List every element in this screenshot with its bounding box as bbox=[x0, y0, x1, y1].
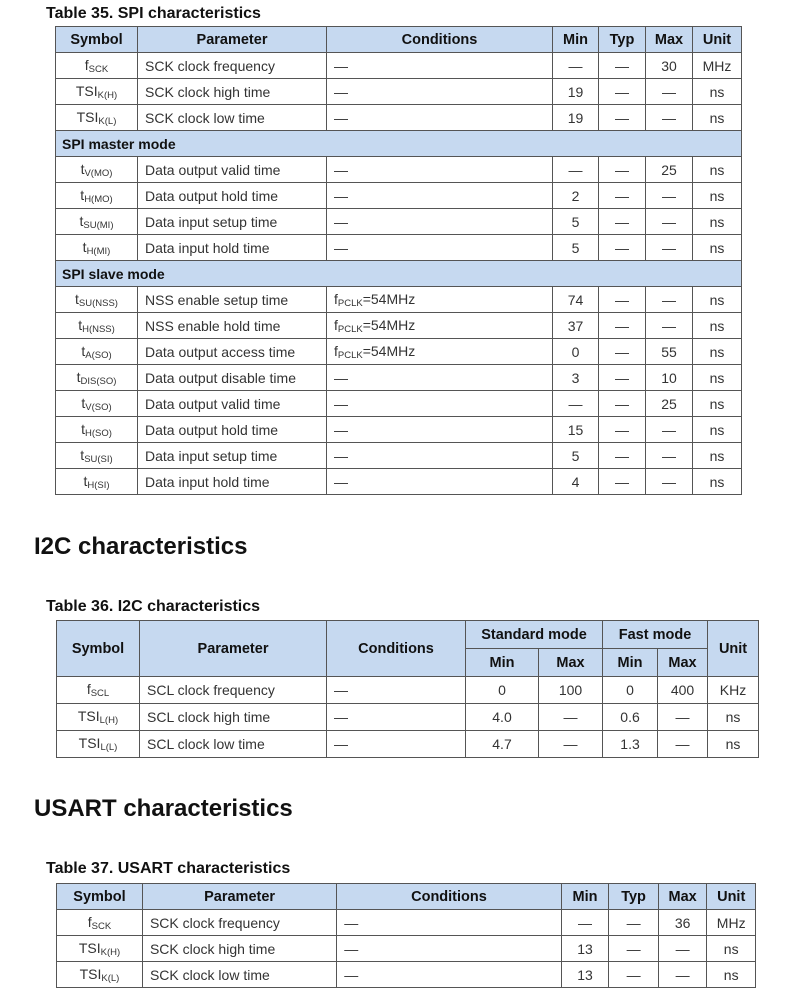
typ-cell: — bbox=[599, 313, 646, 339]
unit-cell: ns bbox=[693, 313, 742, 339]
typ-cell: — bbox=[599, 209, 646, 235]
table-row bbox=[56, 105, 742, 131]
usart-section-heading: USART characteristics bbox=[34, 795, 293, 822]
condition-value: — bbox=[344, 940, 359, 957]
table-row bbox=[57, 910, 756, 936]
header-min: Min bbox=[553, 27, 599, 53]
symbol-cell bbox=[56, 105, 138, 131]
header-standard-mode: Standard mode bbox=[466, 621, 603, 649]
header-unit: Unit bbox=[707, 884, 756, 910]
table-row bbox=[57, 704, 759, 731]
symbol-subscript: SU(NSS) bbox=[78, 297, 118, 309]
symbol-base: t bbox=[76, 368, 81, 385]
symbol-cell bbox=[56, 287, 138, 313]
header-standard-max: Max bbox=[539, 649, 603, 677]
typ-cell: — bbox=[599, 53, 646, 79]
symbol-subscript: H(MO) bbox=[84, 193, 113, 205]
header-fast-max: Max bbox=[658, 649, 708, 677]
typ-cell: — bbox=[609, 962, 659, 988]
condition-value: — bbox=[334, 447, 348, 464]
symbol-subscript: SU(MI) bbox=[83, 219, 114, 231]
header-max: Max bbox=[658, 884, 707, 910]
header-unit: Unit bbox=[708, 621, 759, 677]
condition-value: — bbox=[334, 239, 348, 256]
min-cell: 3 bbox=[553, 365, 599, 391]
table-row bbox=[57, 936, 756, 962]
symbol-cell bbox=[56, 339, 138, 365]
unit-cell: ns bbox=[707, 936, 756, 962]
header-conditions: Conditions bbox=[327, 27, 553, 53]
max-cell: — bbox=[646, 235, 693, 261]
min-cell: 5 bbox=[553, 235, 599, 261]
conditions-cell bbox=[327, 105, 553, 131]
unit-cell: ns bbox=[693, 105, 742, 131]
conditions-cell bbox=[327, 443, 553, 469]
table-row bbox=[56, 339, 742, 365]
table-row bbox=[56, 157, 742, 183]
max-cell: — bbox=[646, 105, 693, 131]
symbol-subscript: H(SI) bbox=[87, 479, 110, 491]
parameter-cell: Data output valid time bbox=[138, 157, 327, 183]
symbol-base: TSI bbox=[78, 939, 101, 956]
parameter-cell: SCL clock low time bbox=[140, 731, 327, 758]
symbol-base: t bbox=[80, 186, 85, 203]
max-cell: — bbox=[646, 79, 693, 105]
condition-value: =54MHz bbox=[362, 290, 416, 307]
condition-value: — bbox=[334, 83, 348, 100]
usart-table bbox=[56, 883, 756, 988]
unit-cell: ns bbox=[693, 469, 742, 495]
symbol-cell bbox=[56, 183, 138, 209]
max-cell: 55 bbox=[646, 339, 693, 365]
unit-cell: ns bbox=[693, 183, 742, 209]
conditions-cell bbox=[327, 365, 553, 391]
conditions-cell bbox=[337, 910, 562, 936]
min-cell: 19 bbox=[553, 79, 599, 105]
condition-value: — bbox=[334, 736, 348, 752]
spi-master-mode-section-label: SPI master mode bbox=[56, 131, 742, 157]
symbol-subscript: L(L) bbox=[100, 742, 118, 753]
symbol-cell bbox=[56, 417, 138, 443]
typ-cell: — bbox=[609, 910, 659, 936]
unit-cell: ns bbox=[693, 417, 742, 443]
symbol-subscript: V(SO) bbox=[85, 401, 112, 413]
unit-cell: ns bbox=[707, 962, 756, 988]
max-cell: — bbox=[658, 936, 707, 962]
max-cell: 25 bbox=[646, 157, 693, 183]
symbol-cell bbox=[56, 235, 138, 261]
usart-table-caption: Table 37. USART characteristics bbox=[46, 860, 291, 877]
conditions-cell bbox=[327, 313, 553, 339]
condition-value: — bbox=[334, 395, 348, 412]
condition-value: — bbox=[344, 966, 359, 983]
symbol-subscript: SU(SI) bbox=[84, 453, 113, 465]
conditions-cell bbox=[327, 677, 466, 704]
symbol-base: t bbox=[80, 446, 85, 463]
parameter-cell: NSS enable hold time bbox=[138, 313, 327, 339]
standard-min-cell: 4.7 bbox=[466, 731, 539, 758]
symbol-cell bbox=[56, 157, 138, 183]
spi-header-row bbox=[56, 27, 742, 53]
min-cell: 19 bbox=[553, 105, 599, 131]
symbol-subscript: SCL bbox=[90, 688, 110, 699]
unit-cell: MHz bbox=[693, 53, 742, 79]
conditions-cell bbox=[327, 157, 553, 183]
parameter-cell: Data output disable time bbox=[138, 365, 327, 391]
spi-master-mode-section bbox=[56, 131, 742, 157]
table-row bbox=[57, 962, 756, 988]
condition-base: f bbox=[334, 290, 338, 307]
usart-header-row bbox=[57, 884, 756, 910]
symbol-subscript: K(H) bbox=[100, 946, 121, 958]
symbol-base: TSI bbox=[79, 965, 102, 982]
conditions-cell bbox=[327, 339, 553, 365]
i2c-header-row-1 bbox=[57, 621, 759, 649]
typ-cell: — bbox=[599, 235, 646, 261]
symbol-base: t bbox=[82, 238, 87, 255]
parameter-cell: Data output access time bbox=[138, 339, 327, 365]
parameter-cell: Data input setup time bbox=[138, 209, 327, 235]
symbol-cell bbox=[56, 79, 138, 105]
unit-cell: ns bbox=[693, 339, 742, 365]
conditions-cell bbox=[327, 391, 553, 417]
min-cell: — bbox=[553, 391, 599, 417]
symbol-base: t bbox=[81, 420, 85, 437]
conditions-cell bbox=[337, 936, 562, 962]
table-row bbox=[57, 677, 759, 704]
unit-cell: ns bbox=[708, 704, 759, 731]
conditions-cell bbox=[327, 704, 466, 731]
header-fast-mode: Fast mode bbox=[603, 621, 708, 649]
max-cell: — bbox=[646, 417, 693, 443]
spi-slave-mode-section bbox=[56, 261, 742, 287]
parameter-cell: NSS enable setup time bbox=[138, 287, 327, 313]
min-cell: 13 bbox=[561, 962, 609, 988]
symbol-cell bbox=[57, 910, 143, 936]
condition-value: — bbox=[334, 473, 348, 490]
max-cell: 25 bbox=[646, 391, 693, 417]
conditions-cell bbox=[337, 962, 562, 988]
min-cell: 0 bbox=[553, 339, 599, 365]
symbol-base: f bbox=[87, 913, 92, 930]
parameter-cell: SCL clock frequency bbox=[140, 677, 327, 704]
min-cell: 13 bbox=[561, 936, 609, 962]
standard-max-cell: — bbox=[539, 731, 603, 758]
condition-value: — bbox=[334, 682, 348, 698]
header-standard-min: Min bbox=[466, 649, 539, 677]
condition-value: — bbox=[334, 161, 348, 178]
min-cell: 74 bbox=[553, 287, 599, 313]
typ-cell: — bbox=[599, 443, 646, 469]
header-conditions: Conditions bbox=[327, 621, 466, 677]
typ-cell: — bbox=[599, 105, 646, 131]
symbol-cell bbox=[57, 731, 140, 758]
standard-max-cell: 100 bbox=[539, 677, 603, 704]
symbol-cell bbox=[56, 391, 138, 417]
unit-cell: ns bbox=[708, 731, 759, 758]
table-row bbox=[56, 235, 742, 261]
symbol-base: TSI bbox=[75, 82, 98, 99]
unit-cell: KHz bbox=[708, 677, 759, 704]
conditions-cell bbox=[327, 53, 553, 79]
symbol-subscript: H(NSS) bbox=[82, 323, 115, 335]
fast-max-cell: — bbox=[658, 731, 708, 758]
symbol-base: TSI bbox=[76, 108, 99, 125]
i2c-section-heading: I2C characteristics bbox=[34, 533, 248, 560]
typ-cell: — bbox=[599, 391, 646, 417]
unit-cell: ns bbox=[693, 235, 742, 261]
min-cell: — bbox=[561, 910, 609, 936]
symbol-subscript: L(H) bbox=[99, 715, 119, 726]
min-cell: 37 bbox=[553, 313, 599, 339]
table-row bbox=[56, 313, 742, 339]
symbol-cell bbox=[57, 936, 143, 962]
symbol-cell bbox=[56, 53, 138, 79]
table-row bbox=[56, 443, 742, 469]
conditions-cell bbox=[327, 731, 466, 758]
spi-slave-mode-section-label: SPI slave mode bbox=[56, 261, 742, 287]
conditions-cell bbox=[327, 469, 553, 495]
symbol-base: t bbox=[79, 212, 84, 229]
symbol-base: t bbox=[81, 342, 86, 359]
typ-cell: — bbox=[609, 936, 659, 962]
table-row bbox=[56, 79, 742, 105]
header-symbol: Symbol bbox=[57, 884, 143, 910]
parameter-cell: Data input setup time bbox=[138, 443, 327, 469]
symbol-cell bbox=[56, 469, 138, 495]
symbol-subscript: SCK bbox=[88, 63, 109, 75]
header-max: Max bbox=[646, 27, 693, 53]
parameter-cell: Data output hold time bbox=[138, 417, 327, 443]
condition-subscript: PCLK bbox=[337, 323, 363, 335]
condition-subscript: PCLK bbox=[337, 349, 363, 361]
symbol-cell bbox=[56, 209, 138, 235]
min-cell: 2 bbox=[553, 183, 599, 209]
unit-cell: ns bbox=[693, 79, 742, 105]
symbol-cell bbox=[56, 313, 138, 339]
table-row bbox=[56, 209, 742, 235]
unit-cell: ns bbox=[693, 287, 742, 313]
symbol-base: t bbox=[81, 394, 86, 411]
condition-value: — bbox=[334, 213, 348, 230]
symbol-cell bbox=[56, 365, 138, 391]
fast-min-cell: 1.3 bbox=[603, 731, 658, 758]
symbol-subscript: K(L) bbox=[98, 115, 117, 127]
max-cell: — bbox=[646, 287, 693, 313]
header-min: Min bbox=[561, 884, 609, 910]
max-cell: 36 bbox=[658, 910, 707, 936]
unit-cell: ns bbox=[693, 391, 742, 417]
typ-cell: — bbox=[599, 287, 646, 313]
table-row bbox=[56, 365, 742, 391]
max-cell: — bbox=[646, 443, 693, 469]
condition-value: — bbox=[334, 709, 348, 725]
symbol-base: t bbox=[83, 472, 88, 489]
parameter-cell: Data input hold time bbox=[138, 469, 327, 495]
header-parameter: Parameter bbox=[140, 621, 327, 677]
symbol-cell bbox=[57, 704, 140, 731]
condition-base: f bbox=[334, 316, 338, 333]
symbol-base: t bbox=[78, 316, 83, 333]
header-parameter: Parameter bbox=[142, 884, 336, 910]
header-typ: Typ bbox=[609, 884, 659, 910]
spi-table-caption: Table 35. SPI characteristics bbox=[46, 5, 261, 22]
condition-value: — bbox=[334, 421, 348, 438]
header-symbol: Symbol bbox=[57, 621, 140, 677]
typ-cell: — bbox=[599, 469, 646, 495]
parameter-cell: Data output hold time bbox=[138, 183, 327, 209]
parameter-cell: Data input hold time bbox=[138, 235, 327, 261]
fast-min-cell: 0 bbox=[603, 677, 658, 704]
symbol-base: TSI bbox=[77, 708, 100, 724]
header-symbol: Symbol bbox=[56, 27, 138, 53]
symbol-cell bbox=[57, 677, 140, 704]
conditions-cell bbox=[327, 209, 553, 235]
min-cell: — bbox=[553, 53, 599, 79]
conditions-cell bbox=[327, 79, 553, 105]
condition-value: — bbox=[334, 57, 348, 74]
max-cell: 10 bbox=[646, 365, 693, 391]
symbol-base: t bbox=[80, 160, 85, 177]
conditions-cell bbox=[327, 287, 553, 313]
unit-cell: ns bbox=[693, 209, 742, 235]
typ-cell: — bbox=[599, 183, 646, 209]
symbol-cell bbox=[57, 962, 143, 988]
min-cell: 4 bbox=[553, 469, 599, 495]
min-cell: 5 bbox=[553, 209, 599, 235]
table-row bbox=[56, 53, 742, 79]
header-parameter: Parameter bbox=[138, 27, 327, 53]
fast-min-cell: 0.6 bbox=[603, 704, 658, 731]
condition-value: — bbox=[334, 369, 348, 386]
symbol-base: f bbox=[84, 56, 89, 73]
conditions-cell bbox=[327, 417, 553, 443]
condition-value: =54MHz bbox=[362, 316, 416, 333]
condition-base: f bbox=[334, 342, 338, 359]
min-cell: 15 bbox=[553, 417, 599, 443]
symbol-subscript: DIS(SO) bbox=[80, 375, 117, 387]
typ-cell: — bbox=[599, 417, 646, 443]
max-cell: — bbox=[658, 962, 707, 988]
i2c-table-caption: Table 36. I2C characteristics bbox=[46, 598, 261, 615]
table-row bbox=[56, 417, 742, 443]
header-unit: Unit bbox=[693, 27, 742, 53]
table-row bbox=[57, 731, 759, 758]
min-cell: 5 bbox=[553, 443, 599, 469]
parameter-cell: SCL clock high time bbox=[140, 704, 327, 731]
standard-min-cell: 4.0 bbox=[466, 704, 539, 731]
max-cell: 30 bbox=[646, 53, 693, 79]
conditions-cell bbox=[327, 235, 553, 261]
table-row bbox=[56, 287, 742, 313]
header-fast-min: Min bbox=[603, 649, 658, 677]
typ-cell: — bbox=[599, 79, 646, 105]
max-cell: — bbox=[646, 313, 693, 339]
unit-cell: MHz bbox=[707, 910, 756, 936]
standard-min-cell: 0 bbox=[466, 677, 539, 704]
symbol-subscript: K(L) bbox=[101, 972, 120, 984]
condition-value: — bbox=[344, 914, 359, 931]
symbol-subscript: SCK bbox=[91, 920, 112, 932]
parameter-cell: SCK clock low time bbox=[138, 105, 327, 131]
symbol-subscript: V(MO) bbox=[84, 167, 113, 179]
typ-cell: — bbox=[599, 339, 646, 365]
fast-max-cell: — bbox=[658, 704, 708, 731]
symbol-subscript: H(MI) bbox=[86, 245, 111, 257]
parameter-cell: SCK clock low time bbox=[142, 962, 336, 988]
spi-table bbox=[55, 26, 742, 495]
symbol-subscript: H(SO) bbox=[84, 427, 112, 439]
header-conditions: Conditions bbox=[337, 884, 562, 910]
parameter-cell: SCK clock high time bbox=[138, 79, 327, 105]
unit-cell: ns bbox=[693, 443, 742, 469]
max-cell: — bbox=[646, 469, 693, 495]
max-cell: — bbox=[646, 183, 693, 209]
condition-subscript: PCLK bbox=[337, 297, 363, 309]
table-row bbox=[56, 391, 742, 417]
condition-value: =54MHz bbox=[362, 342, 416, 359]
standard-max-cell: — bbox=[539, 704, 603, 731]
typ-cell: — bbox=[599, 365, 646, 391]
conditions-cell bbox=[327, 183, 553, 209]
header-typ: Typ bbox=[599, 27, 646, 53]
min-cell: — bbox=[553, 157, 599, 183]
parameter-cell: SCK clock high time bbox=[142, 936, 336, 962]
parameter-cell: SCK clock frequency bbox=[138, 53, 327, 79]
symbol-base: TSI bbox=[78, 735, 101, 751]
symbol-subscript: A(SO) bbox=[85, 349, 112, 361]
parameter-cell: SCK clock frequency bbox=[142, 910, 336, 936]
i2c-table bbox=[56, 620, 759, 758]
symbol-cell bbox=[56, 443, 138, 469]
typ-cell: — bbox=[599, 157, 646, 183]
symbol-base: f bbox=[86, 681, 91, 697]
table-row bbox=[56, 469, 742, 495]
symbol-base: t bbox=[75, 290, 79, 307]
symbol-subscript: K(H) bbox=[97, 89, 118, 101]
condition-value: — bbox=[334, 109, 348, 126]
unit-cell: ns bbox=[693, 157, 742, 183]
table-row bbox=[56, 183, 742, 209]
unit-cell: ns bbox=[693, 365, 742, 391]
max-cell: — bbox=[646, 209, 693, 235]
parameter-cell: Data output valid time bbox=[138, 391, 327, 417]
fast-max-cell: 400 bbox=[658, 677, 708, 704]
condition-value: — bbox=[334, 187, 348, 204]
